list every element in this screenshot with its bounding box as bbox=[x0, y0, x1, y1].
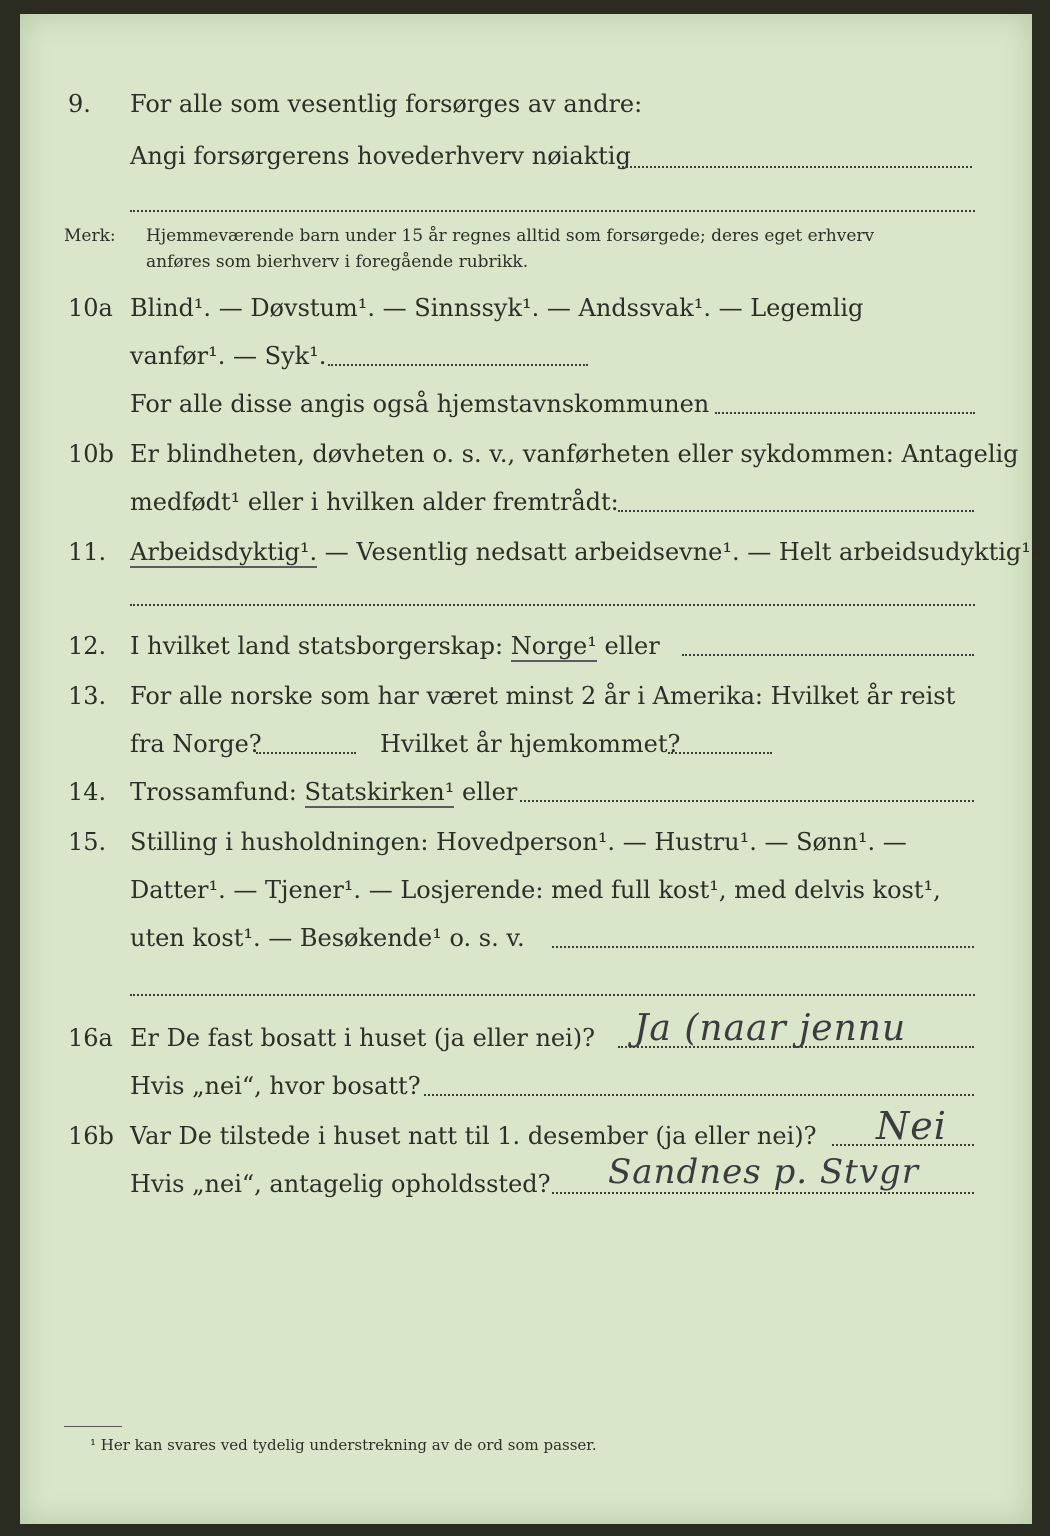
census-form-page bbox=[20, 14, 1039, 1524]
merk-label: Merk: bbox=[64, 226, 116, 246]
merk-text: Hjemmeværende barn under 15 år regnes alltid som forsørgede; deres eget erhverv bbox=[146, 226, 875, 246]
question-text: uten kost¹. — Besøkende¹ o. s. v. bbox=[130, 924, 525, 952]
question-text: fra Norge? bbox=[130, 730, 262, 758]
handwritten-answer[interactable]: Sandnes p. Stvgr bbox=[608, 1152, 920, 1192]
answer-line[interactable] bbox=[715, 412, 975, 414]
question-text bbox=[130, 536, 1039, 568]
question-text bbox=[130, 630, 660, 662]
question-text: Blind¹. — Døvstum¹. — Sinnssyk¹. — Andssvak¹. — Legemlig bbox=[130, 294, 864, 322]
underlined-answer: Norge¹ bbox=[510, 632, 597, 660]
question-text-rest: — Vesentlig nedsatt arbeidsevne¹. — Helt arbeidsudyktig¹. bbox=[317, 538, 1039, 566]
answer-line[interactable] bbox=[682, 654, 974, 656]
answer-line[interactable] bbox=[256, 752, 356, 754]
question-text: Var De tilstede i huset natt til 1. desember (ja eller nei)? bbox=[130, 1122, 817, 1150]
answer-line[interactable] bbox=[552, 1192, 974, 1194]
question-number: 9. bbox=[68, 90, 91, 118]
question-text: Stilling i husholdningen: Hovedperson¹. — Hustru¹. — Sønn¹. — bbox=[130, 828, 907, 856]
answer-line[interactable] bbox=[130, 210, 975, 212]
question-number: 11. bbox=[68, 538, 107, 566]
underlined-answer: Statskirken¹ bbox=[304, 778, 455, 806]
answer-line[interactable] bbox=[668, 752, 772, 754]
answer-line[interactable] bbox=[618, 166, 972, 168]
question-text: Hvis „nei“, hvor bosatt? bbox=[130, 1072, 421, 1100]
handwritten-answer[interactable]: Nei bbox=[876, 1104, 947, 1148]
question-number: 16b bbox=[68, 1122, 114, 1150]
underlined-answer: Arbeidsdyktig¹. bbox=[130, 538, 318, 566]
question-number: 15. bbox=[68, 828, 107, 856]
question-number: 14. bbox=[68, 778, 107, 806]
question-text-start: I hvilket land statsborgerskap: bbox=[130, 632, 511, 660]
question-text: Hvis „nei“, antagelig opholdssted? bbox=[130, 1170, 551, 1198]
answer-line[interactable] bbox=[618, 510, 974, 512]
question-number: 10a bbox=[68, 294, 113, 322]
answer-line[interactable] bbox=[328, 364, 588, 366]
answer-line[interactable] bbox=[552, 946, 974, 948]
question-text: Er blindheten, døvheten o. s. v., vanførheten eller sykdommen: Antagelig bbox=[130, 440, 1019, 468]
question-text: Hvilket år hjemkommet? bbox=[380, 730, 681, 758]
question-text: Angi forsørgerens hovederhverv nøiaktig bbox=[130, 142, 631, 170]
handwritten-answer[interactable]: Ja (naar jennu bbox=[634, 1008, 907, 1049]
question-text: vanfør¹. — Syk¹. bbox=[130, 342, 327, 370]
footnote-divider bbox=[64, 1426, 122, 1427]
question-number: 13. bbox=[68, 682, 107, 710]
question-number: 12. bbox=[68, 632, 107, 660]
answer-line[interactable] bbox=[520, 800, 974, 802]
question-text: For alle norske som har været minst 2 år i Amerika: Hvilket år reist bbox=[130, 682, 956, 710]
answer-line[interactable] bbox=[424, 1094, 974, 1096]
question-text: For alle disse angis også hjemstavnskommunen bbox=[130, 390, 710, 418]
question-number: 10b bbox=[68, 440, 114, 468]
answer-line[interactable] bbox=[130, 994, 975, 996]
question-text: medfødt¹ eller i hvilken alder fremtrådt: bbox=[130, 488, 619, 516]
question-text: Er De fast bosatt i huset (ja eller nei)? bbox=[130, 1024, 596, 1052]
question-number: 16a bbox=[68, 1024, 113, 1052]
question-text-rest: eller bbox=[596, 632, 660, 660]
question-text bbox=[130, 776, 517, 808]
footnote: ¹ Her kan svares ved tydelig understrekning av de ord som passer. bbox=[90, 1436, 597, 1454]
question-text-start: Trossamfund: bbox=[130, 778, 305, 806]
question-text-rest: eller bbox=[454, 778, 518, 806]
question-text: Datter¹. — Tjener¹. — Losjerende: med full kost¹, med delvis kost¹, bbox=[130, 876, 941, 904]
answer-line[interactable] bbox=[130, 604, 975, 606]
question-text: For alle som vesentlig forsørges av andre: bbox=[130, 90, 643, 118]
merk-text: anføres som bierhverv i foregående rubrikk. bbox=[146, 252, 529, 272]
